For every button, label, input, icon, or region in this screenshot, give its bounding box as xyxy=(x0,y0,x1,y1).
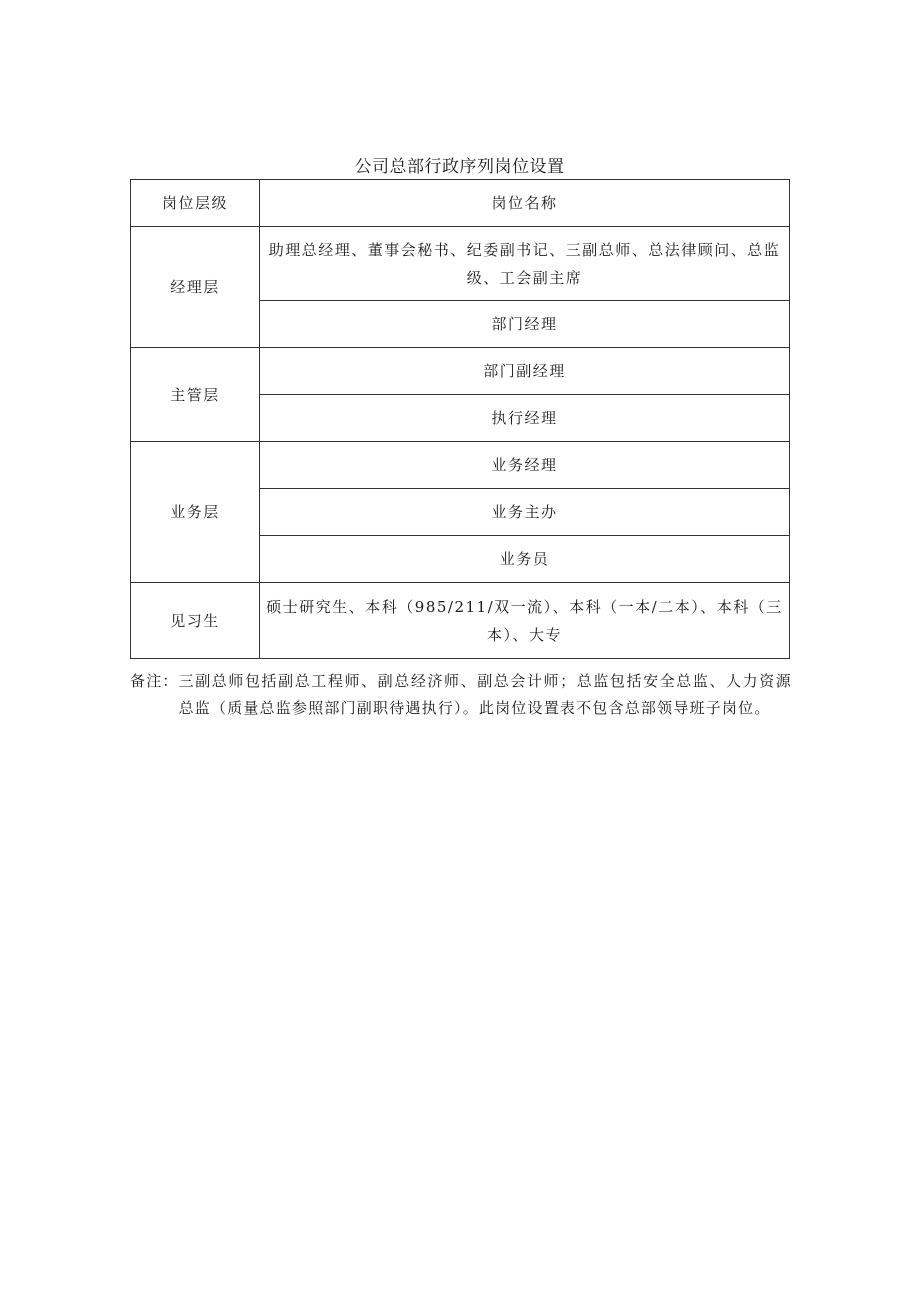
level-cell-business: 业务层 xyxy=(131,442,260,583)
table-row xyxy=(131,348,790,395)
level-cell-trainee: 见习生 xyxy=(131,583,260,659)
table-header-row xyxy=(131,180,790,227)
level-cell-supervisor: 主管层 xyxy=(131,348,260,442)
table-row xyxy=(131,583,790,659)
position-cell: 业务主办 xyxy=(260,489,790,536)
note-block xyxy=(130,668,792,722)
position-cell: 部门经理 xyxy=(260,301,790,348)
note-text: 三副总师包括副总工程师、副总经济师、副总会计师；总监包括安全总监、人力资源总监（质量总监参照部门副职待遇执行）。此岗位设置表不包含总部领导班子岗位。 xyxy=(178,672,792,717)
position-table xyxy=(130,179,790,659)
header-name: 岗位名称 xyxy=(260,180,790,227)
position-cell: 业务员 xyxy=(260,536,790,583)
position-cell: 助理总经理、董事会秘书、纪委副书记、三副总师、总法律顾问、总监级、工会副主席 xyxy=(260,227,790,301)
position-cell: 业务经理 xyxy=(260,442,790,489)
position-cell: 硕士研究生、本科（985/211/双一流）、本科（一本/二本）、本科（三本）、大专 xyxy=(260,583,790,659)
document-title: 公司总部行政序列岗位设置 xyxy=(354,157,565,177)
header-level: 岗位层级 xyxy=(131,180,260,227)
table-row xyxy=(131,227,790,301)
level-cell-manager: 经理层 xyxy=(131,227,260,348)
position-cell: 部门副经理 xyxy=(260,348,790,395)
table-row xyxy=(131,442,790,489)
note-label: 备注： xyxy=(130,672,179,690)
position-cell: 执行经理 xyxy=(260,395,790,442)
